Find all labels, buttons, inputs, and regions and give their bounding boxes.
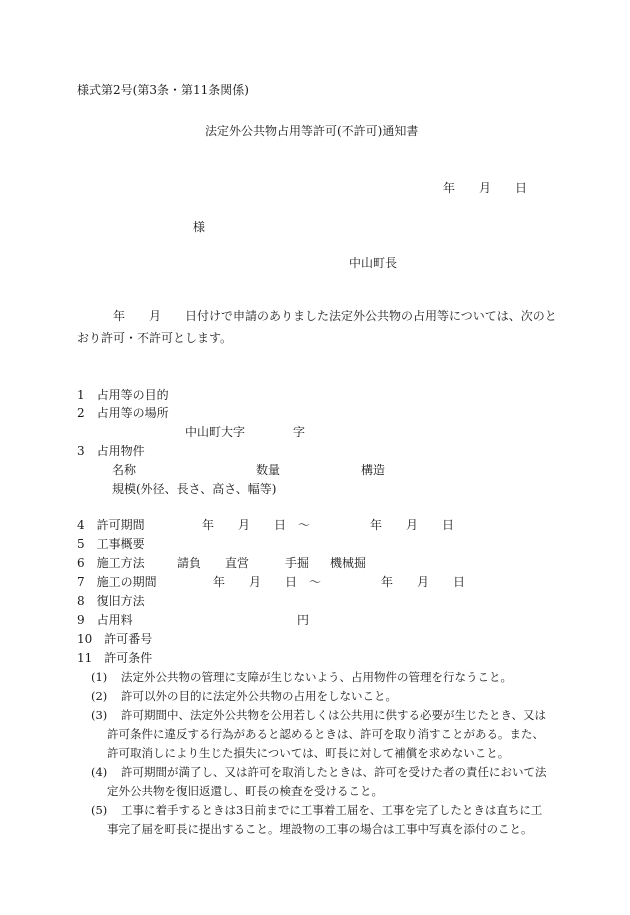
condition-2-text: 許可以外の目的に法定外公共物の占用をしないこと。 bbox=[121, 689, 397, 703]
condition-3-number: (3) bbox=[91, 708, 108, 722]
item-6-option: 手掘 bbox=[285, 556, 310, 570]
item-2-place: 中山町大字 字 bbox=[185, 425, 306, 439]
addressee-suffix: 様 bbox=[193, 220, 206, 234]
form-label: 様式第2号(第3条・第11条関係) bbox=[77, 83, 249, 97]
condition-5-text: 工事に着手するときは3日前までに工事着工届を、工事を完了したときは直ちに工 bbox=[121, 803, 543, 817]
item-6-option: 請負 bbox=[177, 556, 202, 570]
item-8-restoration: 8 復旧方法 bbox=[77, 594, 145, 608]
item-3-scale: 規模(外径、長さ、高さ、幅等) bbox=[112, 482, 277, 496]
item-4-label: 4 許可期間 bbox=[77, 518, 145, 532]
item-3-name: 名称 bbox=[112, 463, 137, 477]
item-3-quantity: 数量 bbox=[256, 463, 281, 477]
condition-1-number: (1) bbox=[91, 670, 108, 684]
issuer-name: 中山町長 bbox=[349, 256, 398, 270]
date-line: 年 月 日 bbox=[443, 181, 528, 195]
item-7-period: 年 月 日 ～ 年 月 日 bbox=[213, 575, 466, 589]
intro-line-1: 年 月 日付けで申請のありました法定外公共物の占用等については、次のと bbox=[113, 309, 557, 323]
document-title: 法定外公共物占用等許可(不許可)通知書 bbox=[205, 124, 419, 138]
item-6-option: 機械掘 bbox=[330, 556, 367, 570]
condition-5-text: 事完了届を町長に提出すること。埋設物の工事の場合は工事中写真を添付のこと。 bbox=[107, 822, 533, 836]
item-6-option: 直営 bbox=[225, 556, 250, 570]
item-9-label: 9 占用料 bbox=[77, 613, 133, 627]
item-7-label: 7 施工の期間 bbox=[77, 575, 157, 589]
condition-4-text: 許可期間が満了し、又は許可を取消したときは、許可を受けた者の責任において法 bbox=[121, 765, 547, 779]
item-9-unit: 円 bbox=[297, 613, 310, 627]
item-2-location: 2 占用等の場所 bbox=[77, 406, 169, 420]
item-3-object: 3 占用物件 bbox=[77, 444, 145, 458]
condition-2-number: (2) bbox=[91, 689, 108, 703]
condition-3-text: 許可条件に違反する行為があると認めるときは、許可を取り消すことがある。また、 bbox=[107, 727, 544, 741]
item-3-structure: 構造 bbox=[361, 463, 386, 477]
intro-line-2: おり許可・不許可とします。 bbox=[77, 331, 233, 345]
item-1-purpose: 1 占用等の目的 bbox=[77, 388, 169, 402]
item-10-permit-number: 10 許可番号 bbox=[77, 632, 153, 646]
condition-1-text: 法定外公共物の管理に支障が生じないよう、占用物件の管理を行なうこと。 bbox=[121, 670, 512, 684]
item-5-overview: 5 工事概要 bbox=[77, 537, 145, 551]
condition-4-text: 定外公共物を復旧返還し、町長の検査を受けること。 bbox=[107, 784, 383, 798]
condition-5-number: (5) bbox=[91, 803, 108, 817]
item-6-label: 6 施工方法 bbox=[77, 556, 145, 570]
item-4-period: 年 月 日 ～ 年 月 日 bbox=[202, 518, 455, 532]
condition-3-text: 許可取消しにより生じた損失については、町長に対して補償を求めないこと。 bbox=[107, 746, 510, 760]
condition-3-text: 許可期間中、法定外公共物を公用若しくは公共用に供する必要が生じたとき、又は bbox=[121, 708, 547, 722]
condition-4-number: (4) bbox=[91, 765, 108, 779]
item-11-conditions: 11 許可条件 bbox=[77, 651, 153, 665]
